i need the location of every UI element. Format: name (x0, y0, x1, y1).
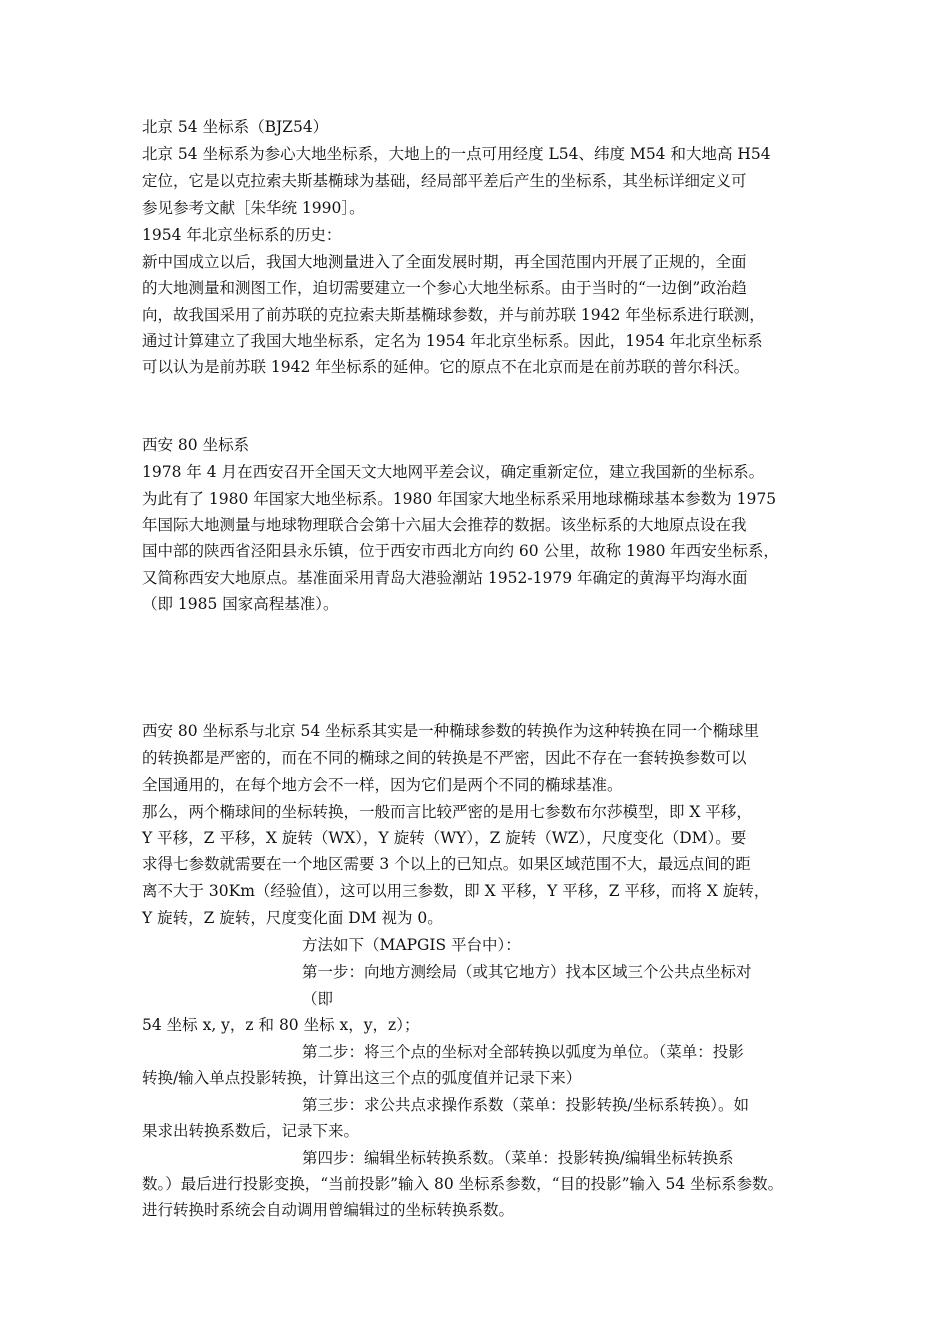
paragraph-line: 年国际大地测量与地球物理联合会第十六届大会推荐的数据。该坐标系的大地原点设在我 (142, 516, 747, 534)
paragraph-line: 求得七参数就需要在一个地区需要 3 个以上的已知点。如果区域范围不大，最远点间的距 (142, 855, 751, 873)
step-4-line: 第四步：编辑坐标转换系数。（菜单：投影转换/编辑坐标转换系 (302, 1149, 734, 1167)
step-1-line: 54 坐标 x, y，z 和 80 坐标 x，y，z）； (142, 1016, 420, 1034)
paragraph-line: 向，故我国采用了前苏联的克拉索夫斯基椭球参数，并与前苏联 1942 年坐标系进行联测， (142, 306, 765, 324)
paragraph-line: 北京 54 坐标系为参心大地坐标系，大地上的一点可用经度 L54、纬度 M54 和大地高 H54 (142, 145, 771, 163)
paragraph-line: 通过计算建立了我国大地坐标系，定名为 1954 年北京坐标系。因此，1954 年北京坐标系 (142, 332, 763, 350)
step-4-line: 数。）最后进行投影变换，“当前投影”输入 80 坐标系参数，“目的投影”输入 54 坐标系参数。 (142, 1175, 784, 1193)
paragraph-line: （即 1985 国家高程基准）。 (142, 595, 339, 613)
step-2-line: 转换/输入单点投影转换，计算出这三个点的弧度值并记录下来） (142, 1069, 582, 1087)
paragraph-line: 离不大于 30Km（经验值），这可以用三参数，即 X 平移，Y 平移，Z 平移，而将 X 旋转， (142, 882, 770, 900)
paragraph-line: 那么，两个椭球间的坐标转换，一般而言比较严密的是用七参数布尔莎模型，即 X 平移， (142, 803, 752, 821)
paragraph-line: 全国通用的，在每个地方会不一样，因为它们是两个不同的椭球基准。 (142, 776, 623, 794)
paragraph-line: 参见参考文献［朱华统 1990］。 (142, 199, 365, 217)
history-heading: 1954 年北京坐标系的历史： (142, 226, 342, 244)
step-1-line: （即 (302, 990, 334, 1008)
section-title-xian80: 西安 80 坐标系 (142, 436, 250, 454)
step-4-line: 进行转换时系统会自动调用曾编辑过的坐标转换系数。 (142, 1201, 515, 1219)
section-title-bjz54: 北京 54 坐标系（BJZ54） (142, 118, 329, 136)
step-3-line: 第三步：求公共点求操作系数（菜单：投影转换/坐标系转换）。如 (302, 1096, 749, 1114)
paragraph-line: Y 平移，Z 平移，X 旋转（WX），Y 旋转（WY），Z 旋转（WZ），尺度变化（DM）。要 (142, 829, 747, 847)
paragraph-line: 1978 年 4 月在西安召开全国天文大地网平差会议，确定重新定位，建立我国新的坐标系。 (142, 463, 765, 481)
paragraph-line: 又简称西安大地原点。基准面采用青岛大港验潮站 1952-1979 年确定的黄海平均海水面 (142, 569, 748, 587)
paragraph-line: 西安 80 坐标系与北京 54 坐标系其实是一种椭球参数的转换作为这种转换在同一个椭球里 (142, 722, 760, 740)
paragraph-line: 的转换都是严密的，而在不同的椭球之间的转换是不严密，因此不存在一套转换参数可以 (142, 749, 747, 767)
step-1-line: 第一步：向地方测绘局（或其它地方）找本区域三个公共点坐标对 (302, 963, 752, 981)
step-3-line: 果求出转换系数后，记录下来。 (142, 1122, 360, 1140)
paragraph-line: 国中部的陕西省泾阳县永乐镇，位于西安市西北方向约 60 公里，故称 1980 年西安坐标系， (142, 542, 779, 560)
method-intro: 方法如下（MAPGIS 平台中）： (302, 936, 521, 954)
paragraph-line: 新中国成立以后，我国大地测量进入了全面发展时期，再全国范围内开展了正规的，全面 (142, 253, 747, 271)
paragraph-line: 的大地测量和测图工作，迫切需要建立一个参心大地坐标系。由于当时的“一边倒”政治趋 (142, 279, 747, 297)
paragraph-line: Y 旋转，Z 旋转，尺度变化面 DM 视为 0。 (142, 909, 443, 927)
paragraph-line: 定位，它是以克拉索夫斯基椭球为基础，经局部平差后产生的坐标系，其坐标详细定义可 (142, 172, 747, 190)
paragraph-line: 为此有了 1980 年国家大地坐标系。1980 年国家大地坐标系采用地球椭球基本参数为 1975 (142, 490, 777, 508)
paragraph-line: 可以认为是前苏联 1942 年坐标系的延伸。它的原点不在北京而是在前苏联的普尔科沃。 (142, 358, 750, 376)
step-2-line: 第二步：将三个点的坐标对全部转换以弧度为单位。（菜单：投影 (302, 1043, 744, 1061)
